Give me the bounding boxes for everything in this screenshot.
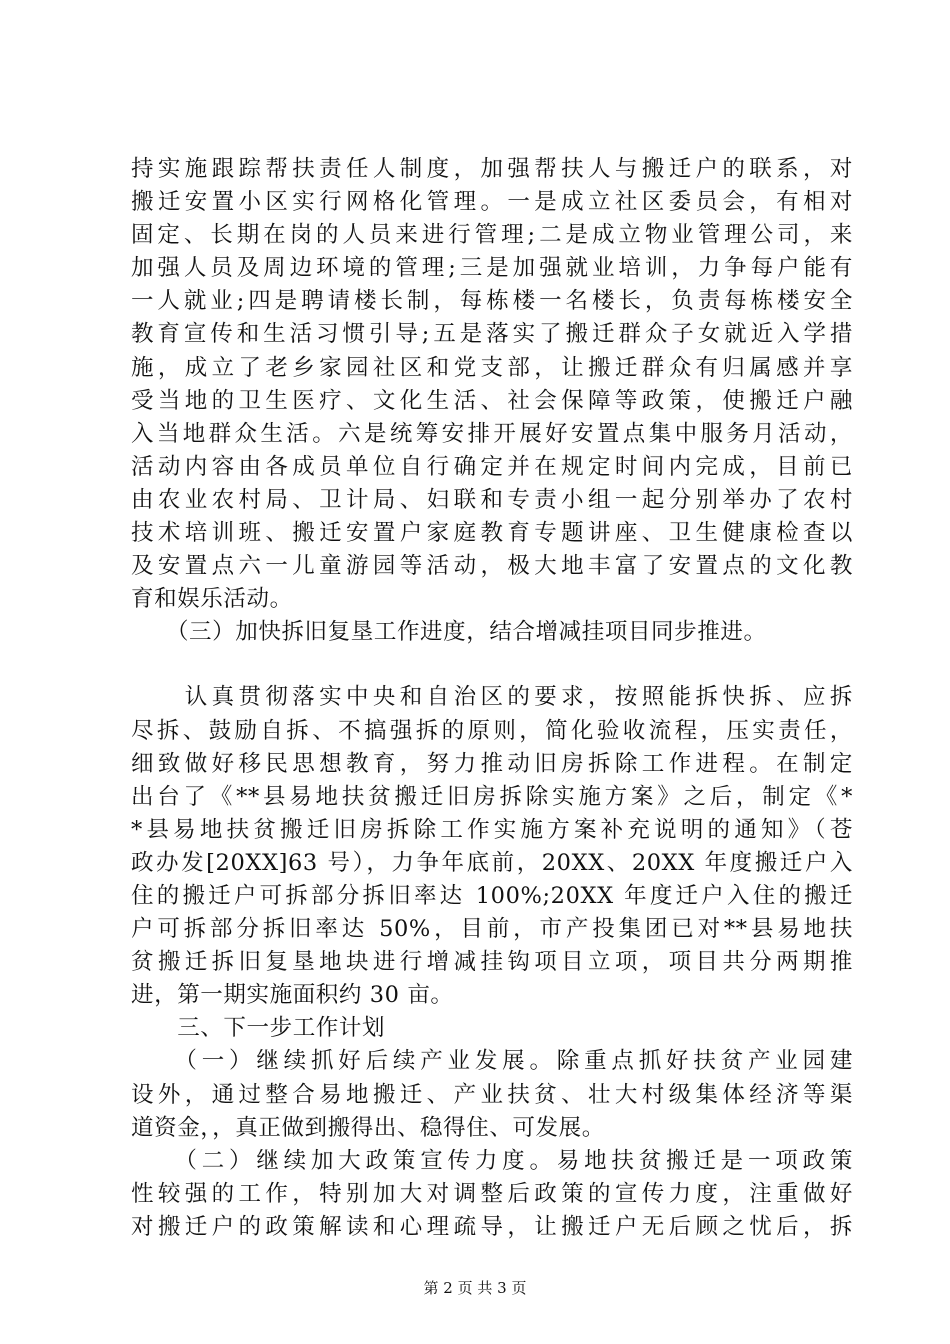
text-line: 育和娱乐活动。 xyxy=(131,586,293,613)
text-line: 由农业农村局、卫计局、妇联和专责小组一起分别举办了农村 xyxy=(131,486,853,513)
text-line: （二）继续加大政策宣传力度。易地扶贫搬迁是一项政策 xyxy=(131,1147,853,1174)
text-line: 设外，通过整合易地搬迁、产业扶贫、壮大村级集体经济等渠 xyxy=(131,1081,853,1108)
text-line: 教育宣传和生活习惯引导;五是落实了搬迁群众子女就近入学措 xyxy=(131,321,853,348)
text-line: 持实施跟踪帮扶责任人制度，加强帮扶人与搬迁户的联系，对 xyxy=(131,156,853,182)
text-line: 受当地的卫生医疗、文化生活、社会保障等政策，使搬迁户融 xyxy=(131,387,853,414)
text-line: 技术培训班、搬迁安置户家庭教育专题讲座、卫生健康检查以 xyxy=(131,520,853,547)
text-line: 加强人员及周边环境的管理;三是加强就业培训，力争每户能有 xyxy=(131,255,853,282)
text-line: 细致做好移民思想教育，努力推动旧房拆除工作进程。在制定 xyxy=(131,750,853,777)
text-line: 性较强的工作，特别加大对调整后政策的宣传力度，注重做好 xyxy=(131,1180,853,1207)
paragraph-gap xyxy=(131,649,853,681)
text-line: （一）继续抓好后续产业发展。除重点抓好扶贫产业园建 xyxy=(131,1048,853,1075)
body-text xyxy=(131,153,853,1244)
text-line: 对搬迁户的政策解读和心理疏导，让搬迁户无后顾之忧后，拆 xyxy=(131,1213,853,1240)
text-line: 住的搬迁户可拆部分拆旧率达 100%;20XX 年度迁户入住的搬迁 xyxy=(131,882,853,909)
text-line: 道资金，，真正做到搬得出、稳得住、可发展。 xyxy=(131,1114,605,1141)
text-line: 户可拆部分拆旧率达 50%，目前，市产投集团已对**县易地扶 xyxy=(131,916,853,943)
text-line: 固定、长期在岗的人员来进行管理;二是成立物业管理公司，来 xyxy=(131,222,853,249)
text-line: 搬迁安置小区实行网格化管理。一是成立社区委员会，有相对 xyxy=(131,189,853,216)
section-heading: （三）加快拆旧复垦工作进度，结合增减挂项目同步推进。 xyxy=(131,619,767,646)
text-line: 施，成立了老乡家园社区和党支部，让搬迁群众有归属感并享 xyxy=(131,354,853,381)
text-line: 一人就业;四是聘请楼长制，每栋楼一名楼长，负责每栋楼安全 xyxy=(131,288,853,315)
text-line: 活动内容由各成员单位自行确定并在规定时间内完成，目前已 xyxy=(131,453,853,480)
text-line: 政办发[20XX]63 号），力争年底前，20XX、20XX 年度搬迁户入 xyxy=(131,849,853,876)
text-line: 入当地群众生活。六是统筹安排开展好安置点集中服务月活动， xyxy=(131,420,853,447)
text-line: 尽拆、鼓励自拆、不搞强拆的原则，简化验收流程，压实责任， xyxy=(131,717,853,744)
text-line: 出台了《**县易地扶贫搬迁旧房拆除实施方案》之后，制定《* xyxy=(131,783,853,810)
text-line: 贫搬迁拆旧复垦地块进行增减挂钩项目立项，项目共分两期推 xyxy=(131,949,853,976)
section-heading: 三、下一步工作计划 xyxy=(131,1015,386,1042)
text-line: *县易地扶贫搬迁旧房拆除工作实施方案补充说明的通知》（苍 xyxy=(131,816,853,843)
text-line: 进，第一期实施面积约 30 亩。 xyxy=(131,982,454,1009)
page-footer: 第 2 页 共 3 页 xyxy=(423,1279,527,1297)
text-line: 认真贯彻落实中央和自治区的要求，按照能拆快拆、应拆 xyxy=(131,684,853,711)
text-line: 及安置点六一儿童游园等活动，极大地丰富了安置点的文化教 xyxy=(131,553,853,580)
